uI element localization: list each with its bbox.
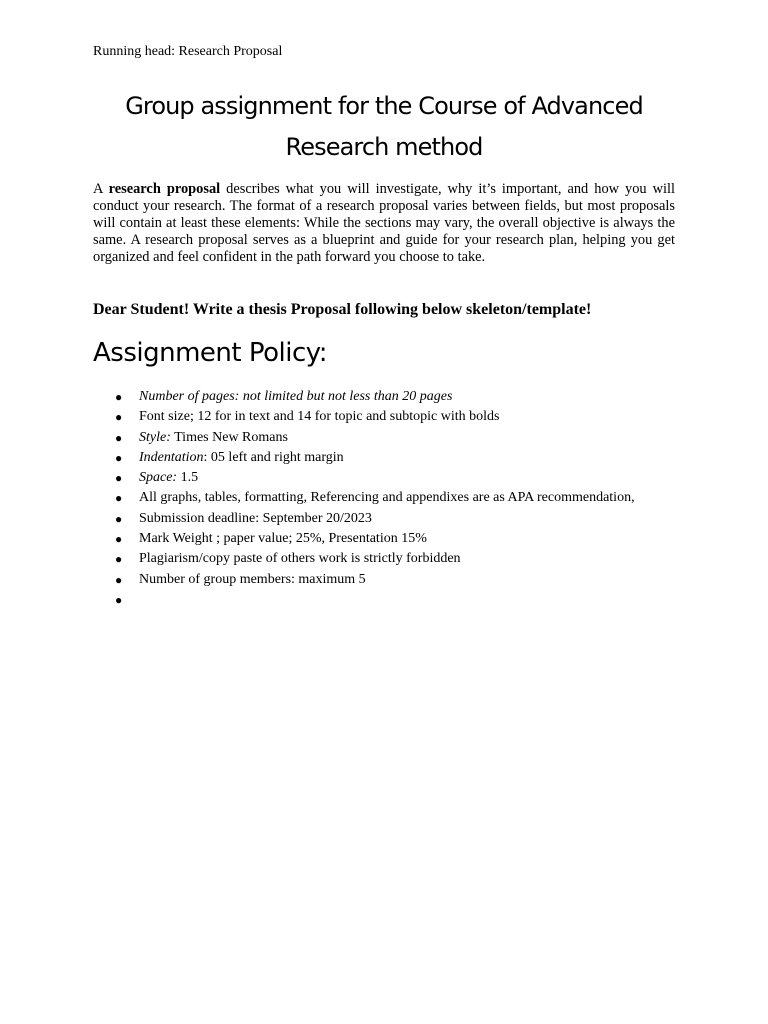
policy-heading: Assignment Policy: [93, 338, 328, 368]
policy-item-italic: Indentation [139, 449, 204, 465]
policy-item-italic: Style: [139, 429, 171, 445]
policy-item-italic: Space: [139, 470, 178, 486]
bullet-icon: ● [115, 552, 123, 567]
policy-item-text: : 05 left and right margin [203, 449, 344, 465]
title-line-1: Group assignment for the Course of Advanced [125, 92, 643, 120]
policy-item-text: 1.5 [177, 470, 199, 486]
policy-item-text: Font size; 12 for in text and 14 for topic and subtopic with bolds [139, 409, 500, 425]
bullet-icon: ● [115, 592, 123, 607]
bullet-icon: ● [115, 491, 123, 506]
student-instruction: Dear Student! Write a thesis Proposal following below skeleton/template! [93, 301, 592, 318]
bullet-icon: ● [115, 450, 123, 465]
policy-item-text: Times New Romans [170, 429, 288, 445]
bullet-icon: ● [115, 390, 123, 404]
intro-paragraph [93, 181, 675, 266]
policy-item-group-members [115, 570, 675, 590]
bullet-icon: ● [115, 410, 123, 425]
policy-item-text: Plagiarism/copy paste of others work is strictly forbidden [139, 551, 461, 567]
intro-body: describes what you will investigate, why it’s important, and how you will conduct your research. The format of a research proposal varies between fields, but most proposals will contain at least these elements: While the sections may vary, the overall objective is always the same. A research proposal serves as a blueprint and guide for your research plan, helping you get organized and feel confident in the path forward you choose to take. [93, 181, 675, 265]
policy-item-text: Submission deadline: September 20/2023 [139, 510, 372, 526]
policy-item-empty [115, 590, 675, 610]
intro-lead: A [93, 181, 109, 197]
policy-item-space [115, 468, 675, 488]
policy-list [115, 387, 675, 610]
bullet-icon: ● [115, 471, 123, 486]
running-head: Running head: Research Proposal [93, 44, 283, 59]
policy-item-plagiarism [115, 549, 675, 569]
policy-item-apa [115, 488, 675, 508]
bullet-icon: ● [115, 572, 123, 587]
policy-item-italic: Number of pages: not limited but not less than 20 pages [139, 389, 453, 404]
bullet-icon: ● [115, 511, 123, 526]
policy-item-mark-weight [115, 529, 675, 549]
policy-item-indentation [115, 448, 675, 468]
bullet-icon: ● [115, 430, 123, 445]
intro-bold-term: research proposal [108, 181, 221, 197]
policy-item-style [115, 428, 675, 448]
policy-item-text: Number of group members: maximum 5 [139, 571, 366, 587]
policy-item-font-size [115, 407, 675, 427]
policy-item-text: Mark Weight ; paper value; 25%, Presentation 15% [139, 531, 427, 547]
bullet-icon: ● [115, 532, 123, 547]
title-line-2: Research method [285, 133, 483, 161]
policy-item-text: All graphs, tables, formatting, Referencing and appendixes are as APA recommendation, [139, 490, 635, 506]
policy-item-deadline [115, 509, 675, 529]
document-title [86, 86, 682, 168]
policy-item-pages [115, 387, 675, 407]
